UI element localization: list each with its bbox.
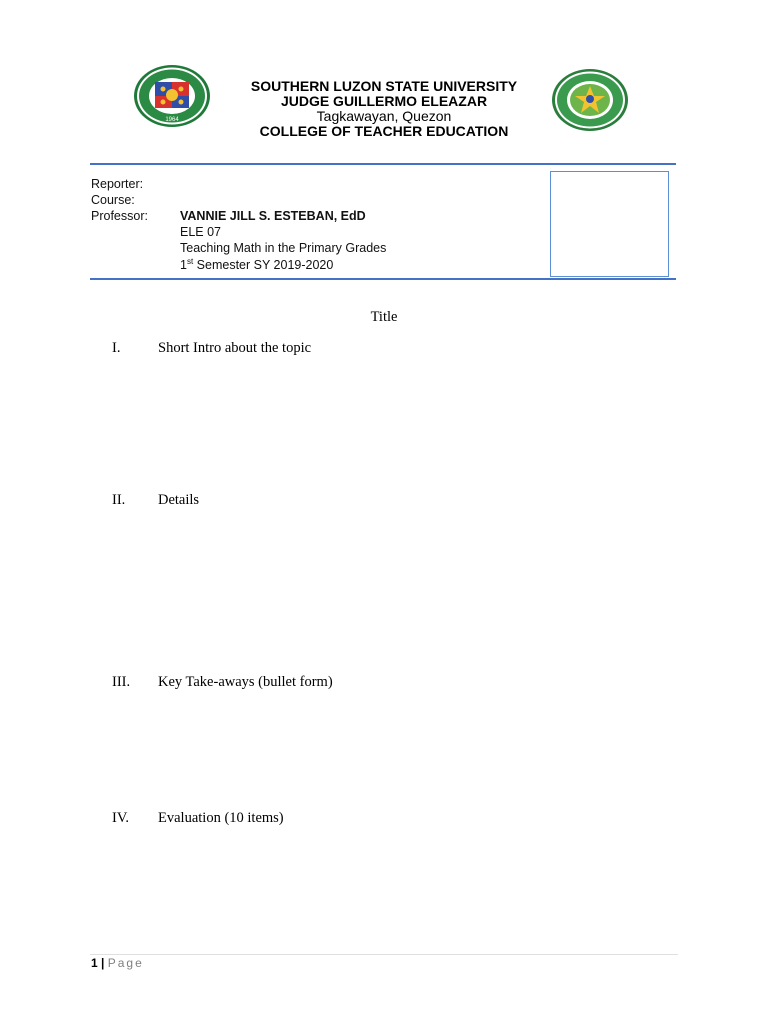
photo-box	[550, 171, 669, 277]
course-title: Teaching Math in the Primary Grades	[180, 241, 387, 255]
course-label: Course:	[91, 193, 135, 207]
section-3-label: Key Take-aways (bullet form)	[158, 674, 333, 690]
footer-rule	[90, 954, 678, 955]
document-title: Title	[370, 309, 398, 325]
professor-label: Professor:	[91, 209, 148, 223]
section-3-number: III.	[112, 674, 131, 690]
section-1-label: Short Intro about the topic	[158, 340, 312, 356]
professor-name: VANNIE JILL S. ESTEBAN, EdD	[180, 209, 366, 223]
page-footer	[91, 956, 144, 970]
page-word: Page	[107, 956, 144, 970]
header-top-rule	[90, 163, 676, 165]
section-4-number: IV.	[112, 810, 130, 826]
semester-text: Semester SY 2019-2020	[193, 258, 334, 273]
university-name: SOUTHERN LUZON STATE UNIVERSITY	[250, 78, 518, 94]
college-name: COLLEGE OF TEACHER EDUCATION	[259, 123, 509, 139]
semester	[180, 257, 333, 272]
page-separator: |	[101, 956, 105, 970]
reporter-label: Reporter:	[91, 177, 144, 191]
section-2-label: Details	[158, 492, 200, 508]
semester-ordinal: st	[186, 257, 194, 266]
section-2-number: II.	[112, 492, 126, 508]
section-4-label: Evaluation (10 items)	[158, 810, 284, 826]
semester-number: 1	[180, 258, 187, 273]
course-code: ELE 07	[180, 225, 222, 239]
campus-location: Tagkawayan, Quezon	[316, 108, 452, 124]
header-bottom-rule	[90, 278, 676, 280]
seal-year: 1964	[165, 117, 179, 123]
section-1-number: I.	[112, 340, 121, 356]
page-number: 1	[91, 956, 98, 970]
campus-seal-icon	[551, 68, 629, 132]
campus-name: JUDGE GUILLERMO ELEAZAR	[280, 93, 488, 109]
